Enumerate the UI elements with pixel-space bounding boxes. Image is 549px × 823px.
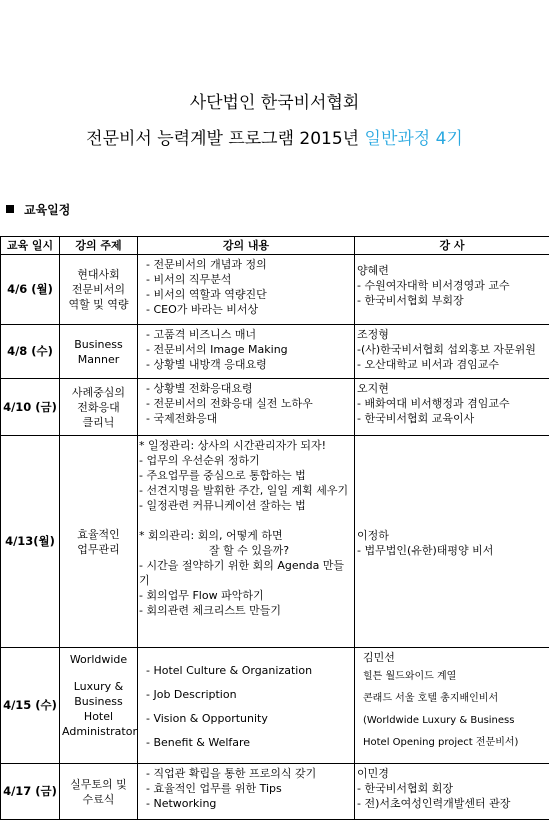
row-topic (60, 325, 138, 379)
row-date: 4/8 (수) (1, 325, 60, 379)
title-line-2 (0, 124, 549, 149)
title-line-2-highlight: 일반과정 4기 (364, 129, 463, 149)
instructor-line: - 수원여자대학 비서경영과 교수 (357, 279, 510, 292)
row-date: 4/10 (금) (1, 379, 60, 436)
row-content (138, 325, 355, 379)
instructor-line: -(사)한국비서협회 섭외홍보 자문위원 (357, 343, 536, 356)
content-line: - Hotel Culture & Organization (146, 663, 313, 677)
topic-line: Luxury & (73, 680, 124, 693)
row-instructor (355, 325, 549, 379)
content-line: - Networking (146, 797, 217, 810)
row-topic (60, 255, 138, 325)
topic-line: 전문비서의 (71, 283, 126, 296)
instructor-name: 이정하 (357, 528, 389, 542)
instructor-line: Hotel Opening project 전문비서) (363, 737, 519, 748)
topic-line: 사례중심의 (71, 385, 126, 399)
row-content (138, 764, 355, 820)
row-topic (60, 764, 138, 820)
content-line: - Job Description (146, 687, 237, 701)
instructor-name: 조정형 (357, 328, 389, 341)
topic-line: Hotel (83, 710, 114, 723)
row-instructor (355, 379, 549, 436)
content-line: - 일정관련 커뮤니케이션 잘하는 법 (139, 499, 306, 512)
content-line: - 회의업무 Flow 파악하기 (139, 589, 264, 602)
content-line: - CEO가 바라는 비서상 (146, 303, 259, 316)
instructor-line: - 배화여대 비서행정과 겸임교수 (357, 397, 510, 410)
instructor-line: - 한국비서협회 회장 (357, 782, 453, 795)
topic-line: Administrator (62, 725, 137, 738)
row-topic (60, 436, 138, 648)
table-row (1, 325, 549, 379)
topic-line: 전화응대 (77, 400, 120, 414)
instructor-name: 이민경 (357, 767, 389, 780)
table-row (1, 255, 549, 325)
content-line: - 고품격 비즈니스 매너 (146, 328, 257, 341)
topic-line: 업무관리 (77, 542, 120, 556)
row-instructor (355, 255, 549, 325)
content-line: - 선견지명을 발휘한 주간, 일일 계획 세우기 (139, 484, 349, 497)
table-row (1, 648, 549, 764)
instructor-name: 김민선 (363, 651, 395, 664)
content-line: * 회의관리: 회의, 어떻게 하면 (139, 529, 283, 542)
section-heading (6, 201, 70, 218)
content-line: - 전문비서의 Image Making (146, 343, 288, 356)
row-date: 4/13(월) (1, 436, 60, 648)
topic-line: 역할 및 역량 (68, 298, 129, 311)
row-topic (60, 379, 138, 436)
square-bullet-icon (6, 205, 14, 213)
topic-line: Manner (77, 352, 120, 366)
topic-line: Business (74, 337, 123, 351)
content-line: - 회의관련 체크리스트 만들기 (139, 604, 281, 617)
topic-line: 클리닉 (82, 415, 115, 429)
topic-spacer (62, 667, 135, 679)
schedule-table (0, 236, 549, 820)
row-topic (60, 648, 138, 764)
row-date: 4/15 (수) (1, 648, 60, 764)
row-instructor (355, 648, 549, 764)
topic-line: 현대사회 (77, 268, 120, 281)
content-line: - Vision & Opportunity (146, 711, 268, 725)
content-line: - 전문비서의 개념과 정의 (146, 258, 267, 271)
header-topic: 강의 주제 (60, 237, 138, 255)
content-line: - 국제전화응대 (146, 412, 218, 425)
content-line: - 비서의 역할과 역량진단 (146, 288, 267, 301)
content-line: - 효율적인 업무를 위한 Tips (146, 782, 282, 795)
instructor-line: - 법무법인(유한)태평양 비서 (357, 543, 494, 557)
content-line: - 비서의 직무분석 (146, 273, 232, 286)
header-date: 교육 일시 (1, 237, 60, 255)
content-line: - 업무의 우선순위 정하기 (139, 454, 260, 467)
topic-line: Worldwide (69, 653, 128, 666)
content-line: * 일정관리: 상사의 시간관리자가 되자! (139, 439, 326, 452)
table-header-row (1, 237, 549, 255)
topic-line: Business (74, 695, 123, 708)
header-instructor: 강 사 (355, 237, 549, 255)
instructor-name: 양혜련 (357, 264, 389, 277)
title-line-2-main: 전문비서 능력계발 프로그램 2015년 (86, 129, 365, 149)
row-date: 4/17 (금) (1, 764, 60, 820)
table-row (1, 379, 549, 436)
instructor-line: 힐튼 월드와이드 계열 (363, 671, 457, 682)
header-content: 강의 내용 (138, 237, 355, 255)
content-line: 잘 할 수 있을까? (209, 544, 290, 557)
instructor-name: 오지현 (357, 382, 389, 395)
title-line-1: 사단법인 한국비서협회 (189, 93, 360, 113)
instructor-line: - 한국비서협회 부회장 (357, 294, 464, 307)
row-instructor (355, 436, 549, 648)
instructor-line: - 전)서초여성인력개발센터 관장 (357, 797, 511, 810)
section-label: 교육일정 (24, 203, 71, 217)
row-content (138, 648, 355, 764)
row-instructor (355, 764, 549, 820)
topic-line: 효율적인 (77, 527, 120, 541)
table-row (1, 436, 549, 648)
row-content (138, 436, 355, 648)
content-line: - 전문비서의 전화응대 실전 노하우 (146, 397, 313, 410)
topic-line: 실무토의 및 (70, 777, 127, 791)
instructor-line: - 오산대학교 비서과 겸임교수 (357, 358, 499, 371)
row-date: 4/6 (월) (1, 255, 60, 325)
content-line: - 시간을 절약하기 위한 회의 Agenda 만들기 (139, 559, 345, 587)
content-line: - 직업관 확립을 통한 프로의식 갖기 (146, 767, 317, 780)
instructor-line: (Worldwide Luxury & Business (363, 715, 515, 726)
content-line: - 상황별 전화응대요령 (146, 382, 253, 395)
topic-line: 수료식 (82, 792, 115, 806)
content-spacer (139, 513, 352, 528)
content-line: - 주요업무를 중심으로 통합하는 법 (139, 469, 306, 482)
row-content (138, 255, 355, 325)
row-content (138, 379, 355, 436)
instructor-line: 콘래드 서울 호텔 총지배인비서 (363, 693, 499, 704)
content-line: - Benefit & Welfare (146, 735, 251, 749)
instructor-line: - 한국비서협회 교육이사 (357, 412, 475, 425)
table-row (1, 764, 549, 820)
content-line: - 상황별 내방객 응대요령 (146, 358, 267, 371)
